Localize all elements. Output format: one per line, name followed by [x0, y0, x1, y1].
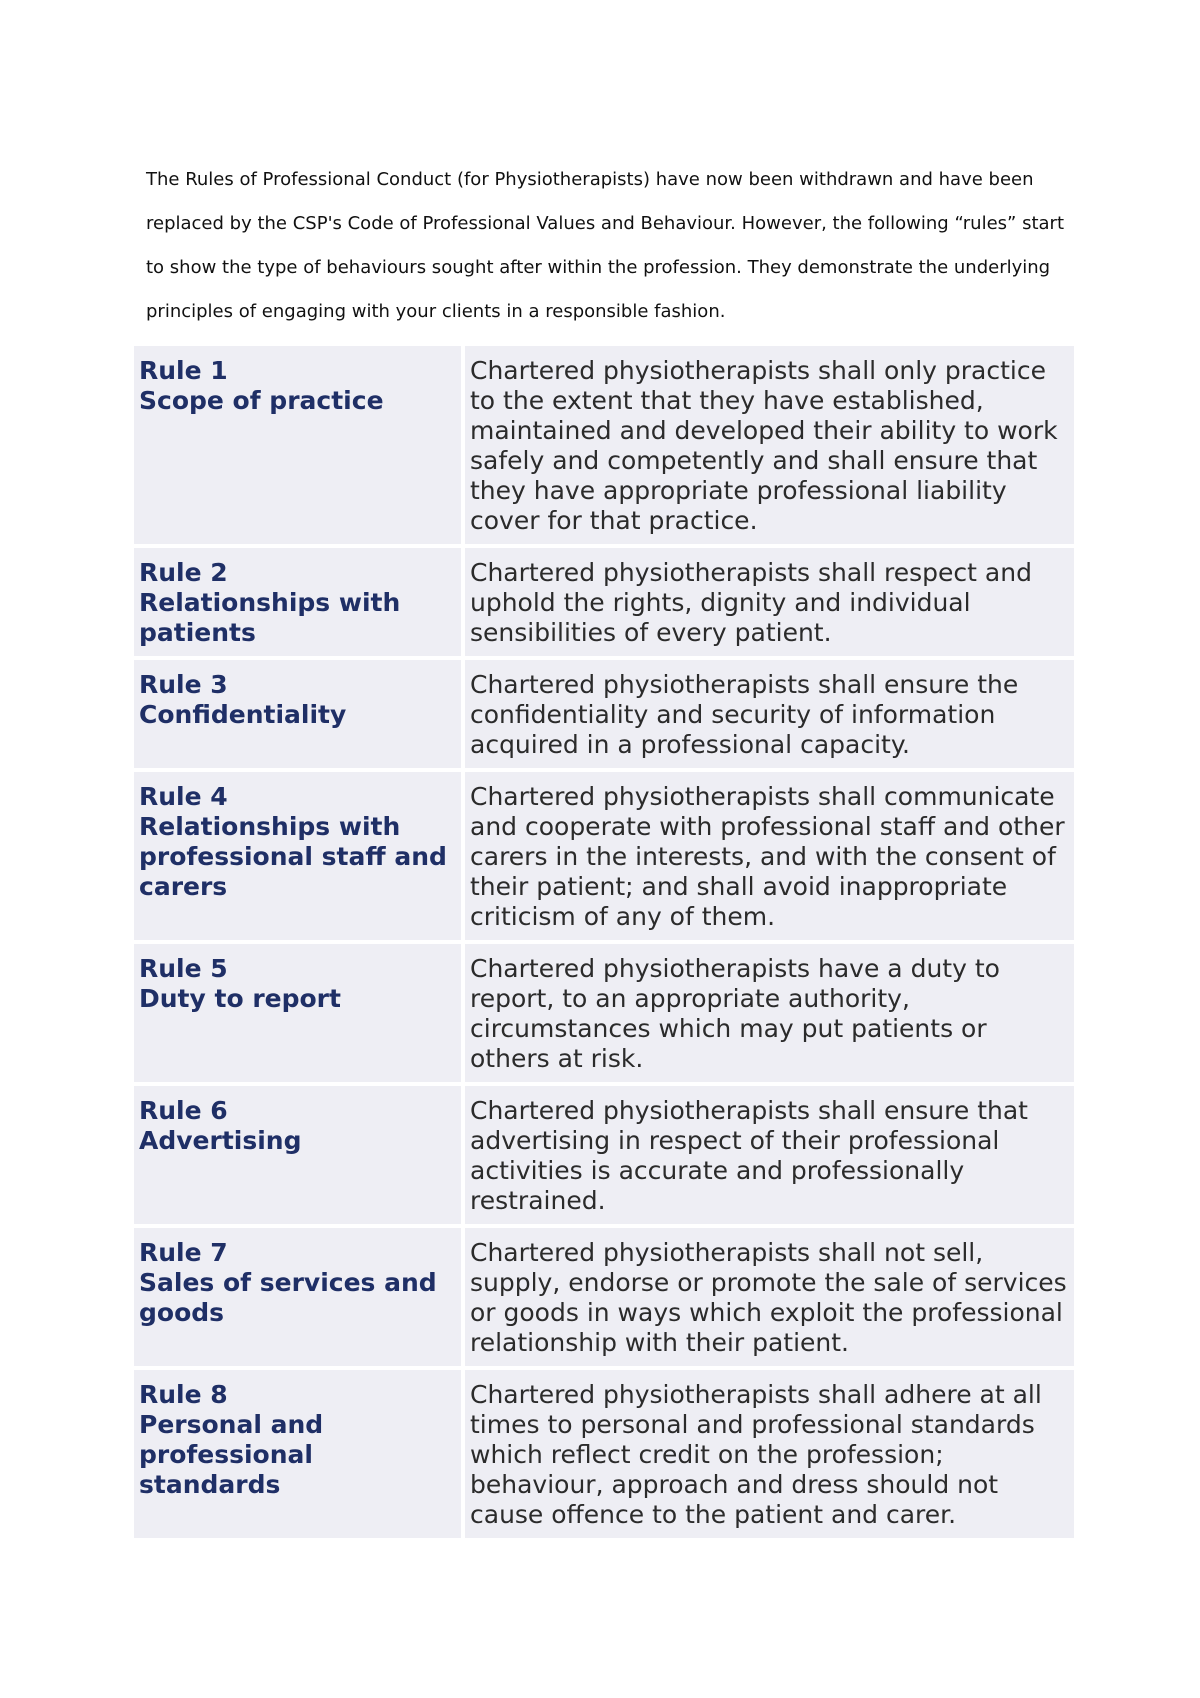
rule-heading-cell — [134, 1370, 461, 1538]
rule-heading-cell — [134, 772, 461, 940]
rule-number: Rule 4 — [139, 782, 228, 811]
table-row — [134, 1086, 1074, 1224]
rule-description: Chartered physiotherapists shall communicate and cooperate with professional staff and other carers in the interests, and with the consent of their patient; and shall avoid inappropriate criticism of any of them. — [465, 772, 1074, 940]
rule-number: Rule 5 — [139, 954, 228, 983]
rule-heading-cell — [134, 346, 461, 544]
rule-description: Chartered physiotherapists shall adhere at all times to personal and professional standards which reflect credit on the profession; behaviour, approach and dress should not cause offence to the patient and carer. — [465, 1370, 1074, 1538]
rule-description: Chartered physiotherapists shall ensure the confidentiality and security of information acquired in a professional capacity. — [465, 660, 1074, 768]
rule-description: Chartered physiotherapists shall ensure that advertising in respect of their professional activities is accurate and professionally restrained. — [465, 1086, 1074, 1224]
rule-title: Personal and professional standards — [139, 1410, 324, 1499]
table-row — [134, 660, 1074, 768]
rule-title: Duty to report — [139, 984, 341, 1013]
rule-number: Rule 7 — [139, 1238, 228, 1267]
table-row — [134, 548, 1074, 656]
rule-title: Confidentiality — [139, 700, 347, 729]
rule-title: Relationships with professional staff and carers — [139, 812, 447, 901]
rule-number: Rule 8 — [139, 1380, 228, 1409]
intro-paragraph: The Rules of Professional Conduct (for Physiotherapists) have now been withdrawn and have been replaced by the CSP's Code of Professional Values and Behaviour. However, the following “rules” start to show the type of behaviours sought after within the profession. They demonstrate the underlying principles of engaging with your clients in a responsible fashion. — [146, 169, 1065, 322]
table-row — [134, 1370, 1074, 1538]
rule-description: Chartered physiotherapists shall only practice to the extent that they have established, maintained and developed their ability to work safely and competently and shall ensure that they have appropriate professional liability cover for that practice. — [465, 346, 1074, 544]
rule-number: Rule 6 — [139, 1096, 228, 1125]
rule-title: Scope of practice — [139, 386, 384, 415]
rule-heading-cell — [134, 548, 461, 656]
table-row — [134, 944, 1074, 1082]
rule-title: Relationships with patients — [139, 588, 401, 647]
rule-number: Rule 3 — [139, 670, 228, 699]
rule-heading-cell — [134, 1228, 461, 1366]
rule-description: Chartered physiotherapists have a duty to report, to an appropriate authority, circumstances which may put patients or others at risk. — [465, 944, 1074, 1082]
rules-table — [130, 342, 1078, 1542]
table-row — [134, 772, 1074, 940]
rule-title: Advertising — [139, 1126, 302, 1155]
rule-heading-cell — [134, 944, 461, 1082]
rule-description: Chartered physiotherapists shall not sell, supply, endorse or promote the sale of services or goods in ways which exploit the professional relationship with their patient. — [465, 1228, 1074, 1366]
rule-heading-cell — [134, 1086, 461, 1224]
table-row — [134, 1228, 1074, 1366]
table-row — [134, 346, 1074, 544]
rule-number: Rule 1 — [139, 356, 228, 385]
rule-heading-cell — [134, 660, 461, 768]
rule-title: Sales of services and goods — [139, 1268, 437, 1327]
rule-description: Chartered physiotherapists shall respect and uphold the rights, dignity and individual sensibilities of every patient. — [465, 548, 1074, 656]
rule-number: Rule 2 — [139, 558, 228, 587]
